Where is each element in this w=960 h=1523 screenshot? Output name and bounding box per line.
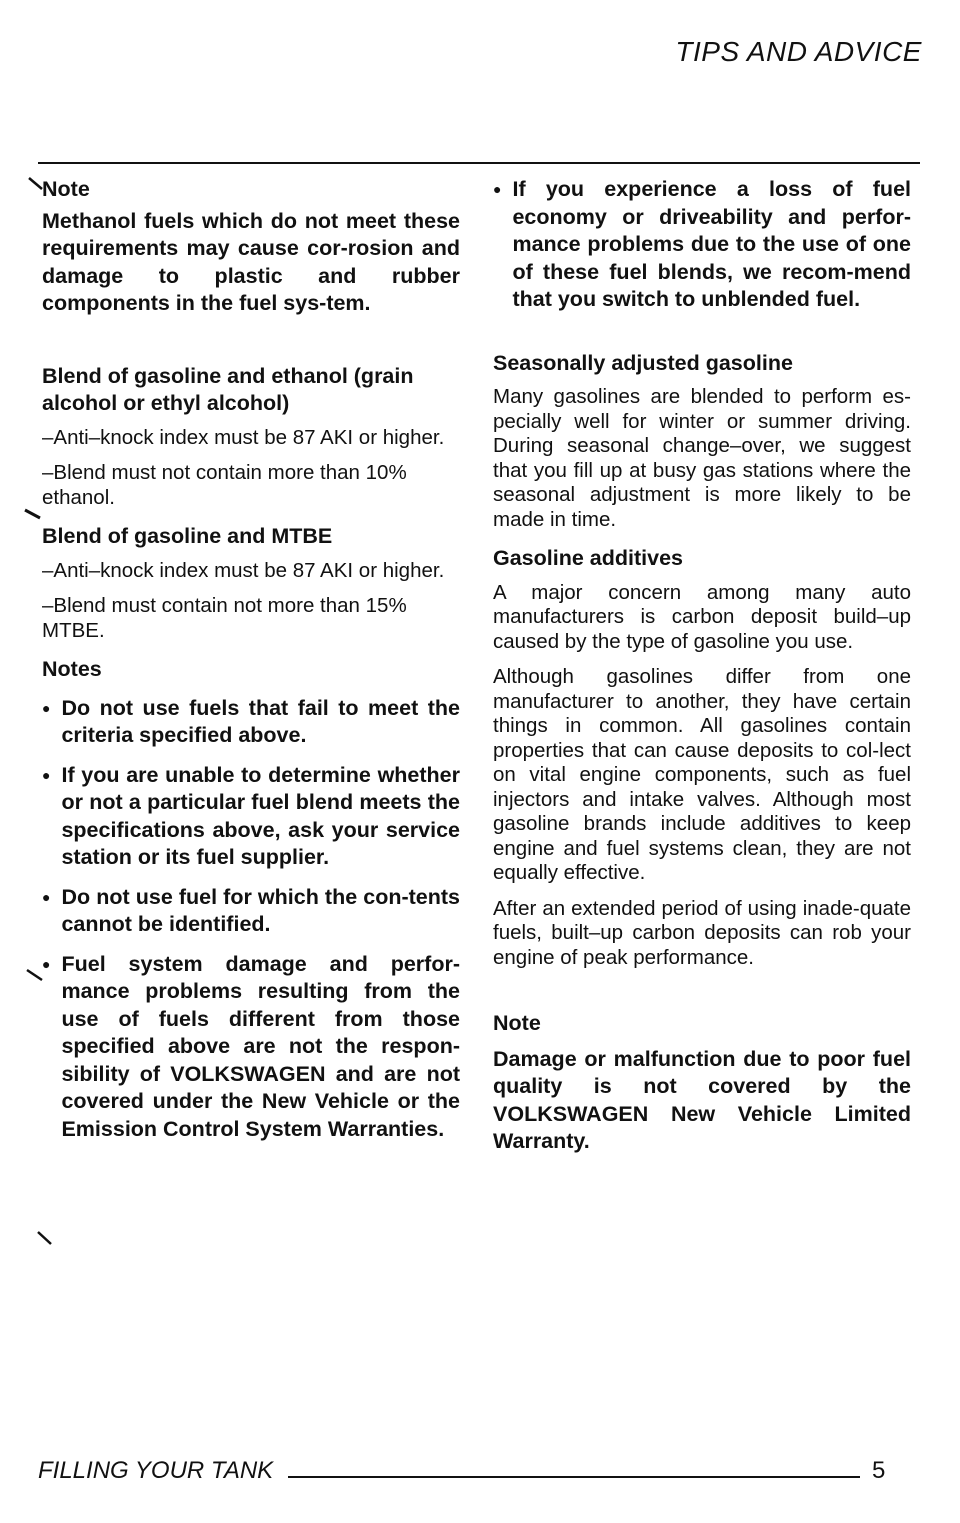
footer-section-title: FILLING YOUR TANK (38, 1457, 274, 1484)
scan-mark-icon (24, 508, 44, 520)
warranty-note-text: Damage or malfunction due to poor fuel quality is not covered by the VOLKSWAGEN New Vehicle Limited Warranty. (493, 1046, 911, 1153)
seasonal-gasoline-heading: Seasonally adjusted gasoline (493, 350, 793, 375)
note-label: Note (42, 177, 90, 201)
page-header-title: TIPS AND ADVICE (675, 36, 922, 67)
additives-paragraph-2: Although gasolines differ from one manufacturer to another, they have certain things in common. All gasolines contain properties that can cause deposits to col-lect on vital engine components, such as fuel injectors and intake valves. Although most gasoline brands include additives to keep engine and fuel systems clean, they are not equally effective. (493, 665, 911, 884)
mtbe-requirement-1: –Anti–knock index must be 87 AKI or higher. (42, 558, 445, 582)
ethanol-requirement-2: –Blend must not contain more than 10% ethanol. (42, 461, 407, 509)
scan-mark-icon (36, 1230, 56, 1246)
list-item-text: Fuel system damage and perfor-mance problems resulting from the use of fuels different from those specified above are not the respon-sibility of VOLKSWAGEN and are not covered under the New Vehicle or the Emission Control System Warranties. (61, 951, 460, 1141)
bullet-icon: ● (42, 888, 51, 905)
list-item-text: Do not use fuel for which the con-tents cannot be identified. (61, 884, 460, 936)
list-item (42, 884, 460, 939)
list-item (42, 762, 460, 872)
seasonal-gasoline-text: Many gasolines are blended to perform es-pecially well for winter or summer driving. During seasonal change–over, we suggest that you fill up at busy gas stations where the seasonal adjustment is more likely to be made in time. (493, 385, 911, 531)
list-item (42, 695, 460, 750)
list-item-text: Do not use fuels that fail to meet the criteria specified above. (61, 695, 460, 747)
mtbe-blend-heading: Blend of gasoline and MTBE (42, 524, 333, 548)
gasoline-additives-heading: Gasoline additives (493, 546, 683, 570)
additives-paragraph-1: A major concern among many auto manufacturers is carbon deposit build–up caused by the type of gasoline you use. (493, 580, 911, 653)
left-column (42, 176, 460, 1143)
note-label: Note (493, 1011, 541, 1035)
list-item (42, 951, 460, 1144)
ethanol-blend-heading: Blend of gasoline and ethanol (grain alcohol or ethyl alcohol) (42, 363, 414, 415)
footer-divider (288, 1476, 860, 1478)
page-number: 5 (872, 1457, 886, 1484)
mtbe-requirement-2: –Blend must contain not more than 15% MTBE. (42, 594, 407, 642)
bullet-icon: ● (42, 699, 51, 716)
scan-mark-icon (28, 176, 46, 192)
header-divider (38, 162, 920, 164)
bullet-icon: ● (493, 181, 502, 197)
list-item-text: If you are unable to determine whether or not a particular fuel blend meets the specifications above, ask your service station or its fuel supplier. (61, 762, 460, 869)
list-item (493, 176, 911, 314)
methanol-note-text: Methanol fuels which do not meet these requirements may cause cor-rosion and damage to plastic and rubber components in the fuel sys-tem. (42, 208, 460, 315)
scan-mark-icon (26, 968, 46, 982)
bullet-icon: ● (42, 766, 51, 783)
bullet-icon: ● (42, 955, 51, 972)
ethanol-requirement-1: –Anti–knock index must be 87 AKI or higher. (42, 425, 445, 449)
notes-label: Notes (42, 657, 102, 681)
additives-paragraph-3: After an extended period of using inade-quate fuels, built–up carbon deposits can rob your engine of peak performance. (493, 896, 911, 969)
list-item-text: If you experience a loss of fuel economy or driveability and perfor-mance problems due to the use of one of these fuel blends, we recom-mend that you switch to unblended fuel. (512, 177, 911, 311)
right-column (493, 176, 911, 1156)
